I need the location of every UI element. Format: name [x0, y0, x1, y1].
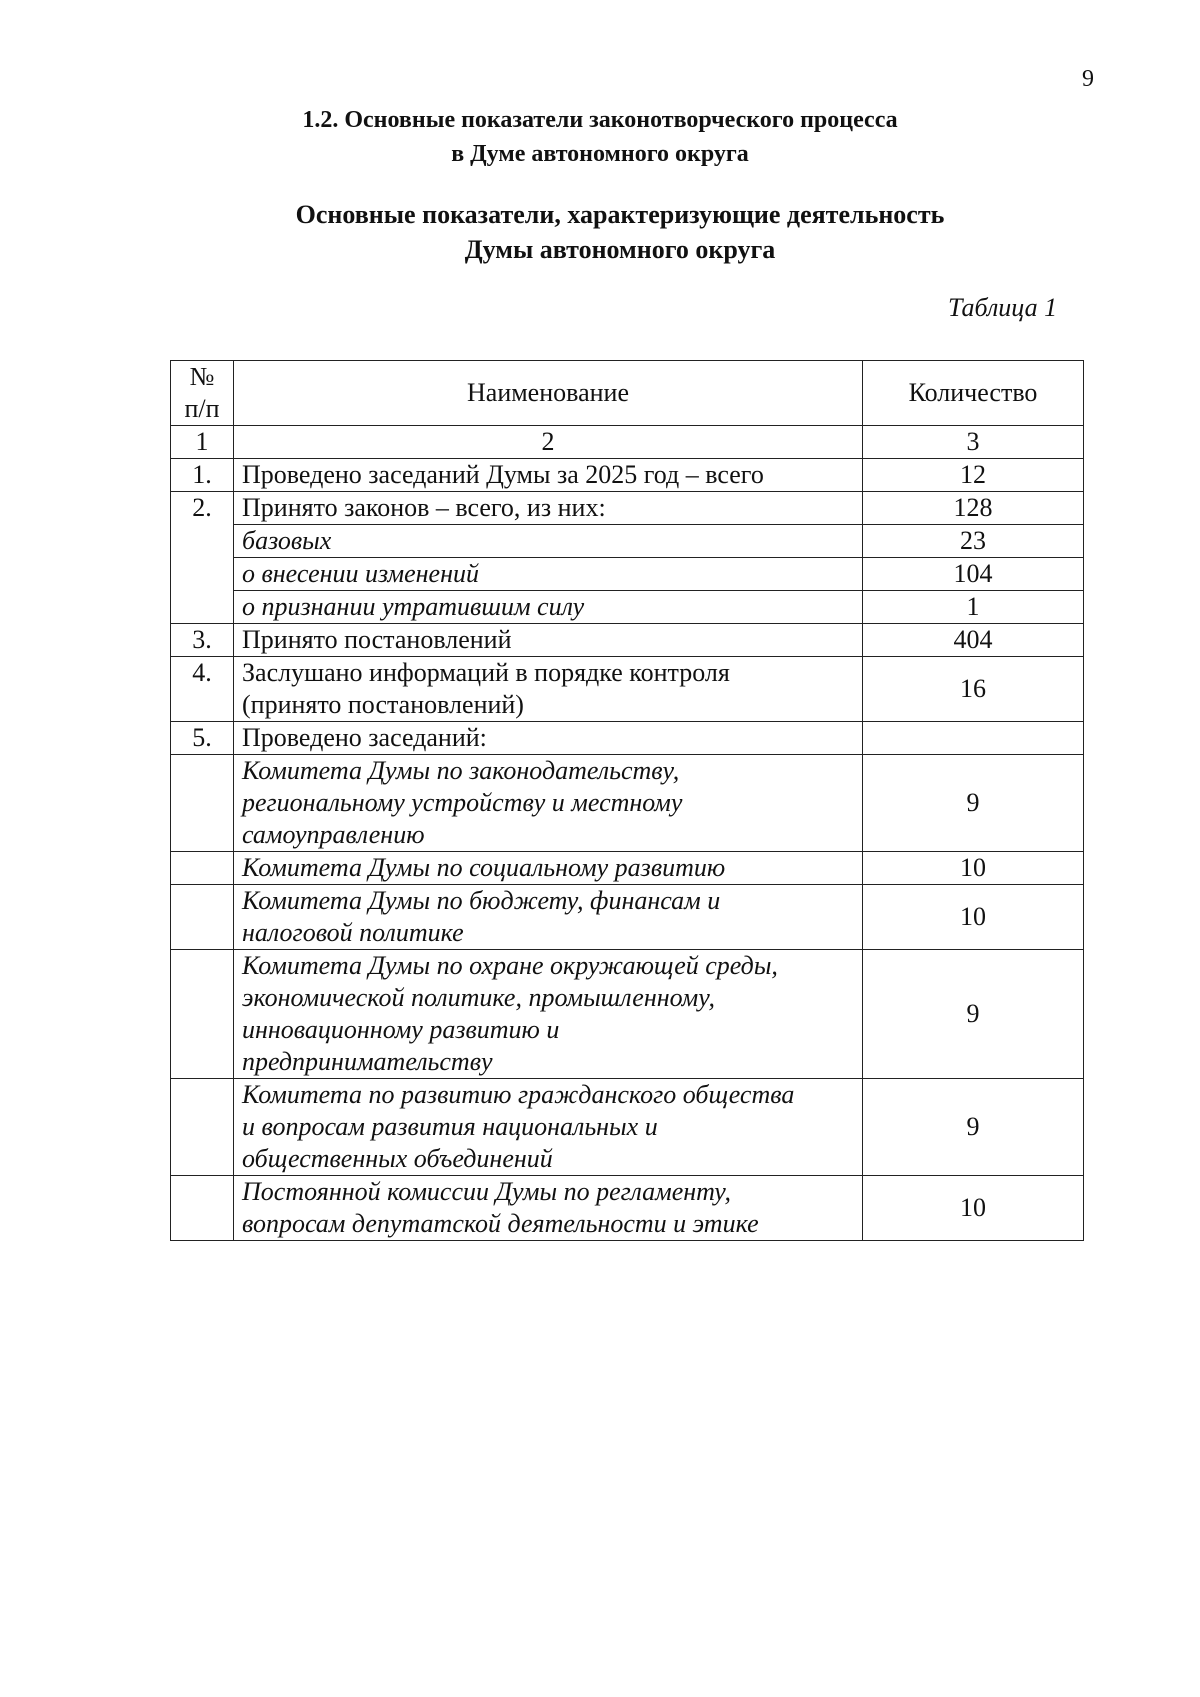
- row-num: [171, 1079, 234, 1176]
- table-heading-line2: Думы автономного округа: [464, 235, 776, 264]
- header-num-line2: п/п: [184, 394, 220, 423]
- row-name-line: предпринимательству: [242, 1047, 493, 1076]
- row-name: о признании утратившим силу: [234, 591, 863, 624]
- row-name: Проведено заседаний Думы за 2025 год – всего: [234, 459, 863, 492]
- column-number: 1: [171, 426, 234, 459]
- table-row: [171, 657, 1084, 722]
- row-num: 1.: [171, 459, 234, 492]
- table-caption: Таблица 1: [948, 293, 1058, 322]
- row-qty: 104: [863, 558, 1084, 591]
- row-name: базовых: [234, 525, 863, 558]
- table-row: [171, 1176, 1084, 1241]
- header-num: [171, 361, 234, 426]
- row-name-line: региональному устройству и местному: [242, 788, 683, 817]
- row-name: [234, 755, 863, 852]
- table-row: [171, 722, 1084, 755]
- row-name-line: налоговой политике: [242, 918, 464, 947]
- row-name-line: инновационному развитию и: [242, 1015, 560, 1044]
- row-qty: 9: [863, 950, 1084, 1079]
- row-name-line: экономической политике, промышленному,: [242, 983, 715, 1012]
- row-name-line: самоуправлению: [242, 820, 425, 849]
- table-row: [171, 624, 1084, 657]
- row-name-line: Комитета Думы по бюджету, финансам и: [242, 886, 721, 915]
- header-name: Наименование: [234, 361, 863, 426]
- row-name-line: и вопросам развития национальных и: [242, 1112, 658, 1141]
- row-name: [234, 657, 863, 722]
- table-row: [171, 525, 1084, 558]
- row-name: Комитета Думы по социальному развитию: [234, 852, 863, 885]
- row-num: 5.: [171, 722, 234, 755]
- row-name: [234, 885, 863, 950]
- row-name-line: Постоянной комиссии Думы по регламенту,: [242, 1177, 732, 1206]
- section-title-line2: в Думе автономного округа: [451, 141, 749, 167]
- row-qty: 10: [863, 852, 1084, 885]
- row-qty: 10: [863, 885, 1084, 950]
- table-row: [171, 492, 1084, 525]
- row-name-line: Комитета Думы по охране окружающей среды,: [242, 951, 778, 980]
- row-name-line: общественных объединений: [242, 1144, 553, 1173]
- row-qty: 10: [863, 1176, 1084, 1241]
- row-num: 2.: [171, 492, 234, 624]
- row-num: 4.: [171, 657, 234, 722]
- row-name-line: Заслушано информаций в порядке контроля: [242, 658, 730, 687]
- row-qty: [863, 722, 1084, 755]
- row-qty: 9: [863, 755, 1084, 852]
- table-row: [171, 950, 1084, 1079]
- table-row: [171, 755, 1084, 852]
- row-num: [171, 885, 234, 950]
- row-qty: 9: [863, 1079, 1084, 1176]
- table-header-row: [171, 361, 1084, 426]
- row-num: [171, 1176, 234, 1241]
- row-name-line: Комитета по развитию гражданского общества: [242, 1080, 795, 1109]
- row-qty: 23: [863, 525, 1084, 558]
- indicators-table: [170, 360, 1084, 1241]
- column-number-row: [171, 426, 1084, 459]
- table-row: [171, 591, 1084, 624]
- table-heading: [0, 197, 1200, 267]
- section-title: [0, 103, 1200, 171]
- row-name: Принято постановлений: [234, 624, 863, 657]
- column-number: 2: [234, 426, 863, 459]
- row-qty: 1: [863, 591, 1084, 624]
- row-name: о внесении изменений: [234, 558, 863, 591]
- row-qty: 404: [863, 624, 1084, 657]
- table-row: [171, 885, 1084, 950]
- row-name: [234, 1079, 863, 1176]
- table-row: [171, 1079, 1084, 1176]
- row-name-line: Комитета Думы по законодательству,: [242, 756, 680, 785]
- row-qty: 16: [863, 657, 1084, 722]
- row-num: [171, 755, 234, 852]
- row-num: [171, 852, 234, 885]
- page-number: 9: [1082, 66, 1094, 92]
- table-row: [171, 852, 1084, 885]
- header-qty: Количество: [863, 361, 1084, 426]
- row-num: [171, 950, 234, 1079]
- row-qty: 12: [863, 459, 1084, 492]
- column-number: 3: [863, 426, 1084, 459]
- row-name-line: вопросам депутатской деятельности и этике: [242, 1209, 759, 1238]
- section-title-line1: 1.2. Основные показатели законотворческого процесса: [302, 107, 898, 133]
- row-name: Проведено заседаний:: [234, 722, 863, 755]
- row-qty: 128: [863, 492, 1084, 525]
- table-row: [171, 558, 1084, 591]
- row-num: 3.: [171, 624, 234, 657]
- row-name: [234, 1176, 863, 1241]
- table-row: [171, 459, 1084, 492]
- header-num-line1: №: [189, 362, 215, 391]
- row-name-line: (принято постановлений): [242, 690, 524, 719]
- row-name: [234, 950, 863, 1079]
- table-heading-line1: Основные показатели, характеризующие деятельность: [295, 200, 945, 229]
- row-name: Принято законов – всего, из них:: [234, 492, 863, 525]
